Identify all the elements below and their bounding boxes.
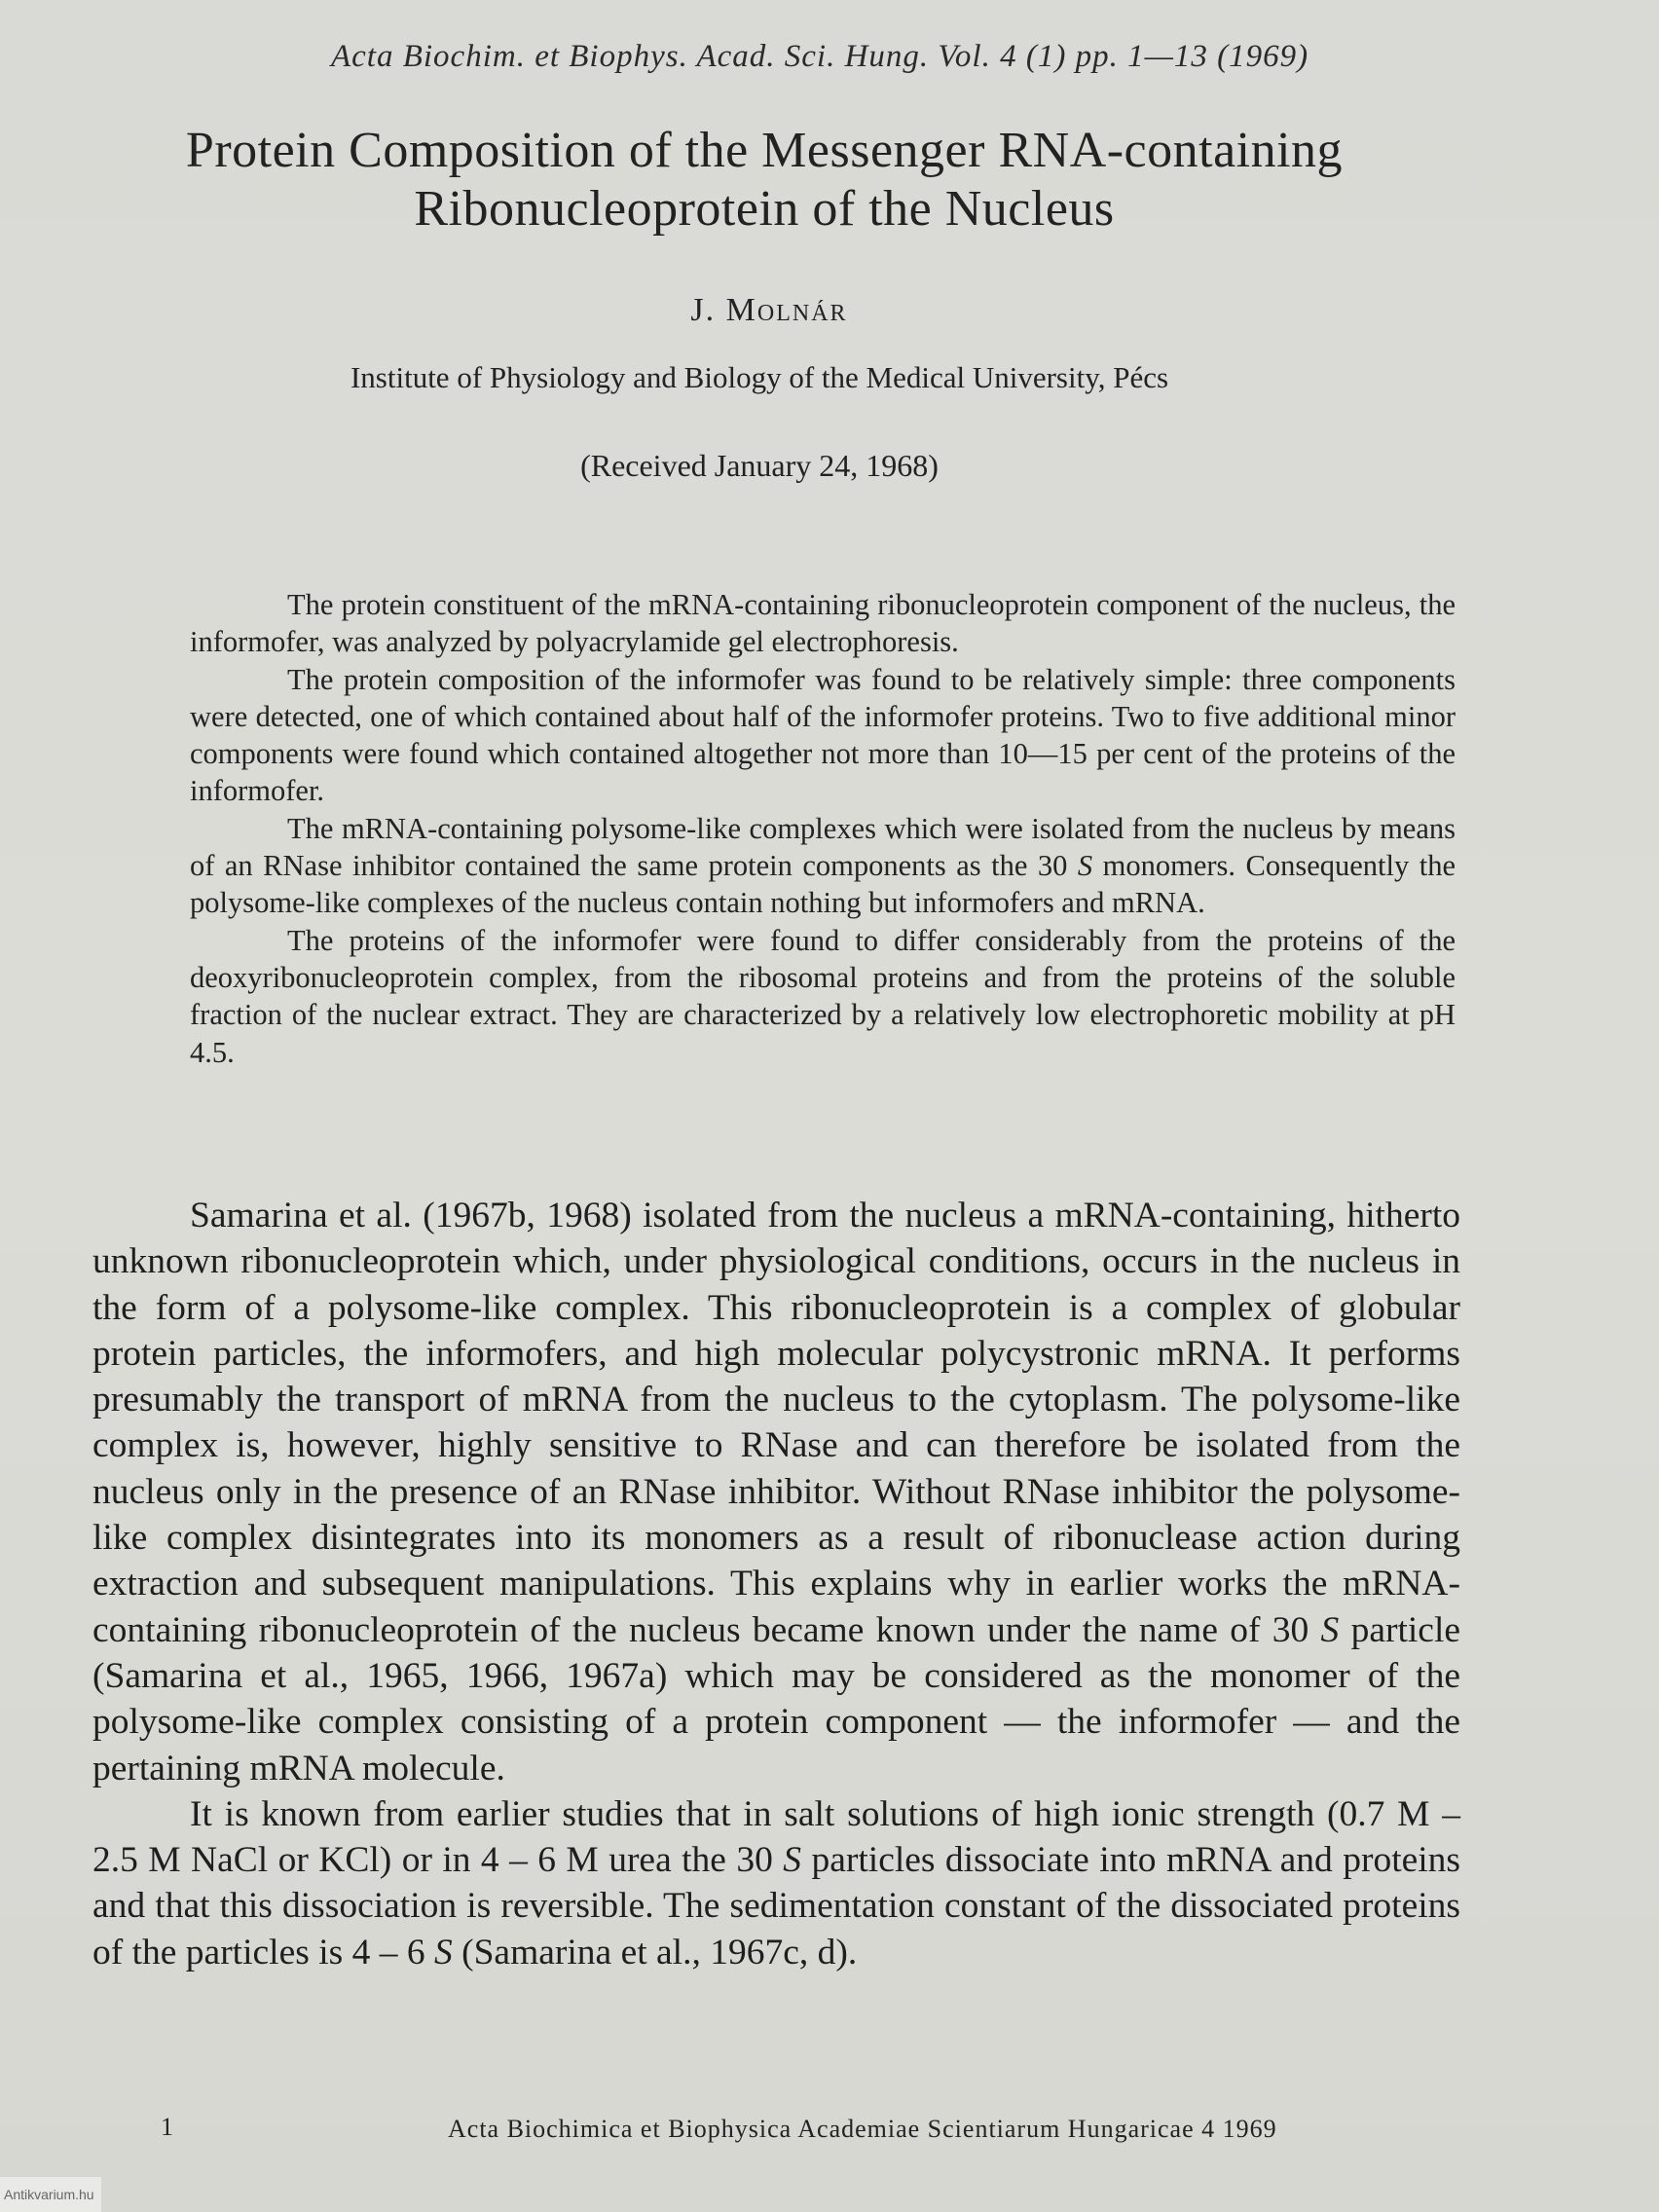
abstract-paragraph: The protein composition of the informofer was found to be relatively simple: three components were detected, one of which contained about half of the informofer proteins. Two to five additional minor components were found which contained altogether not more than 10—15 per cent of the proteins of the informofer. bbox=[190, 662, 1456, 808]
body-text-run: particles dissociate into mRNA and proteins and that this dissociation is reversible. The sedimentation constant of the dissociated proteins of the particles is 4 – 6 bbox=[92, 1840, 1461, 1972]
svedberg-unit: S bbox=[433, 1932, 453, 1972]
running-head: Acta Biochim. et Biophys. Acad. Sci. Hung. Vol. 4 (1) pp. 1—13 (1969) bbox=[331, 39, 1309, 74]
received-date: (Received January 24, 1968) bbox=[580, 448, 939, 483]
page-number: 1 bbox=[161, 2113, 173, 2141]
body-text-run: It is known from earlier studies that in salt solutions of high ionic strength (0.7 M – 2.5 M NaCl or KCl) or in 4 – 6 M urea the 30 bbox=[92, 1793, 1460, 1881]
svedberg-unit: S bbox=[783, 1840, 802, 1881]
body-paragraph bbox=[92, 1791, 1460, 1975]
affiliation: Institute of Physiology and Biology of the Medical University, Pécs bbox=[350, 360, 1169, 394]
footer-journal: Acta Biochimica et Biophysica Academiae Scientiarum Hungaricae 4 1969 bbox=[448, 2115, 1277, 2143]
abstract-text: The mRNA-containing polysome-like complexes which were isolated from the nucleus by means of an RNase inhibitor contained the same protein components as the 30 bbox=[190, 811, 1456, 883]
abstract bbox=[190, 586, 1456, 1071]
title-line-1: Protein Composition of the Messenger RNA-containing bbox=[185, 123, 1344, 178]
abstract-paragraph: The proteins of the informofer were found to differ considerably from the proteins of the deoxyribonucleoprotein complex, from the ribosomal proteins and from the proteins of the soluble fraction of the nuclear extract. They are characterized by a relatively low electrophoretic mobility at pH 4.5. bbox=[190, 923, 1456, 1069]
article-title bbox=[117, 122, 1412, 239]
abstract-paragraph: The protein constituent of the mRNA-containing ribonucleoprotein component of the nucleus, the informofer, was analyzed by polyacrylamide gel electrophoresis. bbox=[190, 588, 1456, 659]
title-line-2: Ribonucleoprotein of the Nucleus bbox=[414, 181, 1115, 237]
svedberg-unit: S bbox=[1320, 1609, 1340, 1650]
svedberg-unit: S bbox=[1077, 849, 1093, 883]
body-text-run: particle (Samarina et al., 1965, 1966, 1967a) which may be considered as the monomer of the polysome-like complex consisting of a protein component — the informofer — and the pertaining mRNA molecule. bbox=[92, 1609, 1461, 1788]
watermark: Antikvarium.hu bbox=[0, 2177, 101, 2212]
body-paragraph bbox=[92, 1193, 1460, 1791]
body-text bbox=[92, 1193, 1460, 1975]
body-text-run: (Samarina et al., 1967c, d). bbox=[461, 1932, 858, 1972]
author: J. Molnár bbox=[690, 292, 848, 328]
abstract-paragraph bbox=[190, 810, 1456, 922]
abstract-text: monomers. Consequently the polysome-like complexes of the nucleus contain nothing but informofers and mRNA. bbox=[190, 849, 1456, 920]
body-text-run: Samarina et al. (1967b, 1968) isolated from the nucleus a mRNA-containing, hitherto unknown ribonucleoprotein which, under physiological conditions, occurs in the nucleus in the form of a polysome-like complex. This ribonucleoprotein is a complex of globular protein particles, the informofers, and high molecular polycystronic mRNA. It performs presumably the transport of mRNA from the nucleus to the cytoplasm. The polysome-like complex is, however, highly sensitive to RNase and can therefore be isolated from the nucleus only in the presence of an RNase inhibitor. Without RNase inhibitor the polysome-like complex disintegrates into its monomers as a result of ribonuclease action during extraction and subsequent manipulations. This explains why in earlier works the mRNA-containing ribonucleoprotein of the nucleus became known under the name of 30 bbox=[92, 1196, 1460, 1650]
